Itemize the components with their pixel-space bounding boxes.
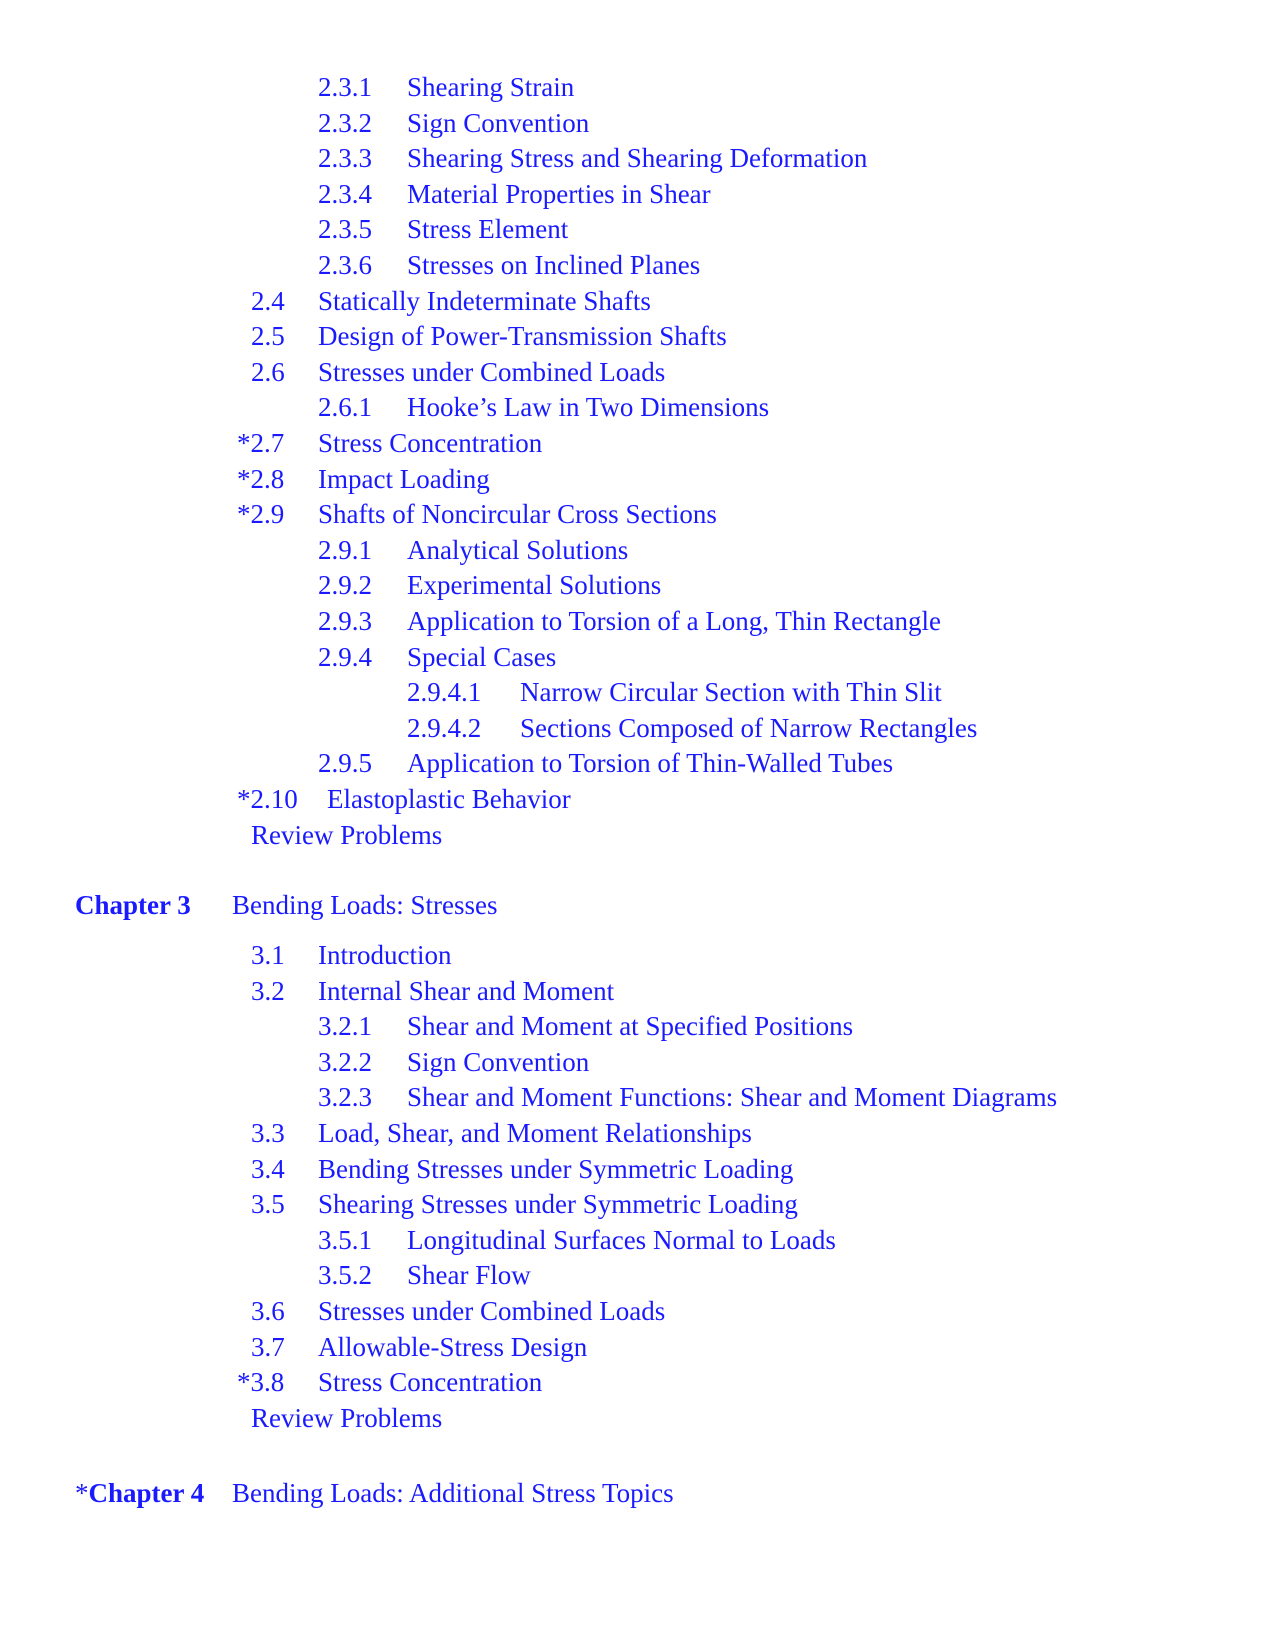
chapter-label: [75, 1476, 204, 1510]
toc-entry-title: Stress Concentration: [318, 428, 543, 458]
toc-entry-title: Introduction: [318, 940, 452, 970]
toc-entry-title: Impact Loading: [318, 463, 490, 494]
chapter-title: Bending Loads: Additional Stress Topics: [232, 1478, 674, 1508]
toc-entry-number: *3.8: [237, 1367, 285, 1398]
toc-entry-number: 2.9.4: [318, 641, 372, 672]
toc-entry-number: 2.6.1: [318, 392, 372, 423]
toc-entry-number: 3.2.1: [318, 1011, 372, 1042]
chapter-title: Bending Loads: Stresses: [232, 890, 498, 920]
toc-entry-title: Application to Torsion of Thin-Walled Tubes: [407, 748, 894, 779]
chapter-label-text: Chapter 4: [88, 1478, 205, 1508]
toc-entry-title: Special Cases: [407, 641, 557, 672]
toc-entry-number: 2.9.3: [318, 606, 372, 636]
toc-entry-title: Review Problems: [251, 819, 443, 850]
toc-entry-number: 2.3.6: [318, 250, 372, 280]
toc-entry-number: *2.10: [237, 784, 298, 814]
toc-entry-title: Shearing Stress and Shearing Deformation: [407, 143, 868, 174]
toc-entry-number: *2.8: [237, 463, 285, 494]
toc-entry-number: *2.9: [237, 499, 285, 530]
toc-entry-number: 3.5: [251, 1189, 285, 1220]
toc-entry-title: Material Properties in Shear: [407, 178, 711, 209]
toc-entry-title: Stresses under Combined Loads: [318, 1296, 666, 1326]
toc-entry-title: Load, Shear, and Moment Relationships: [318, 1118, 752, 1148]
toc-entry-title: Analytical Solutions: [407, 534, 629, 565]
toc-entry-title: Shear Flow: [407, 1260, 531, 1291]
toc-entry-title: Internal Shear and Moment: [318, 975, 615, 1006]
toc-entry-number: 2.3.2: [318, 107, 372, 138]
toc-entry-number: 2.9.1: [318, 534, 372, 565]
toc-entry-title: Longitudinal Surfaces Normal to Loads: [407, 1224, 836, 1255]
toc-entry-number: 3.7: [251, 1331, 285, 1362]
toc-entry-number: 2.3.4: [318, 178, 372, 209]
toc-entry-title: Statically Indeterminate Shafts: [318, 285, 651, 316]
toc-entry-number: 2.3.5: [318, 214, 372, 245]
toc-entry-number: 3.2.3: [318, 1082, 372, 1113]
toc-entry-number: *2.7: [237, 428, 285, 458]
toc-entry-title: Stress Concentration: [318, 1367, 543, 1398]
toc-entry-title: Application to Torsion of a Long, Thin Rectangle: [407, 606, 942, 636]
chapter-label: Chapter 3: [75, 890, 191, 920]
toc-entry-title: Sections Composed of Narrow Rectangles: [520, 712, 978, 743]
toc-entry-number: 3.1: [251, 940, 285, 970]
toc-entry-number: 2.9.2: [318, 570, 372, 601]
toc-entry-number: 2.3.3: [318, 143, 372, 174]
toc-entry-number: 2.9.4.1: [407, 677, 482, 708]
toc-entry-number: 2.9.5: [318, 748, 372, 779]
toc-entry-title: Elastoplastic Behavior: [327, 784, 571, 814]
toc-entry-title: Stresses on Inclined Planes: [407, 250, 701, 280]
toc-entry-number: 3.5.1: [318, 1224, 372, 1255]
toc-entry-number: 2.5: [251, 321, 285, 352]
optional-marker: *: [75, 1478, 89, 1508]
toc-entry-number: 3.2.2: [318, 1046, 372, 1077]
toc-entry-number: 3.5.2: [318, 1260, 372, 1291]
toc-entry-number: 2.4: [251, 285, 285, 316]
toc-entry-title: Allowable-Stress Design: [318, 1331, 588, 1362]
toc-entry-number: 2.6: [251, 356, 285, 387]
toc-entry-title: Bending Stresses under Symmetric Loading: [318, 1153, 794, 1184]
toc-entry-title: Shearing Strain: [407, 72, 575, 102]
toc-entry-number: 2.3.1: [318, 72, 372, 102]
toc-entry-title: Review Problems: [251, 1402, 443, 1433]
toc-entry-title: Narrow Circular Section with Thin Slit: [520, 677, 942, 708]
toc-entry-title: Shear and Moment Functions: Shear and Moment Diagrams: [407, 1082, 1058, 1113]
toc-entry-title: Stresses under Combined Loads: [318, 356, 666, 387]
toc-entry-number: 3.3: [251, 1118, 285, 1148]
toc-entry-title: Sign Convention: [407, 1046, 590, 1077]
toc-entry-title: Stress Element: [407, 214, 569, 245]
toc-entry-title: Hooke’s Law in Two Dimensions: [407, 392, 770, 423]
toc-entry-number: 3.6: [251, 1296, 285, 1326]
toc-entry-number: 3.2: [251, 975, 285, 1006]
toc-entry-title: Shearing Stresses under Symmetric Loading: [318, 1189, 798, 1220]
toc-entry-number: 2.9.4.2: [407, 712, 482, 743]
toc-entry-title: Shafts of Noncircular Cross Sections: [318, 499, 717, 530]
toc-entry-number: 3.4: [251, 1153, 285, 1184]
toc-entry-title: Design of Power-Transmission Shafts: [318, 321, 727, 352]
toc-entry-title: Sign Convention: [407, 107, 590, 138]
toc-entry-title: Shear and Moment at Specified Positions: [407, 1011, 854, 1042]
toc-entry-title: Experimental Solutions: [407, 570, 662, 601]
